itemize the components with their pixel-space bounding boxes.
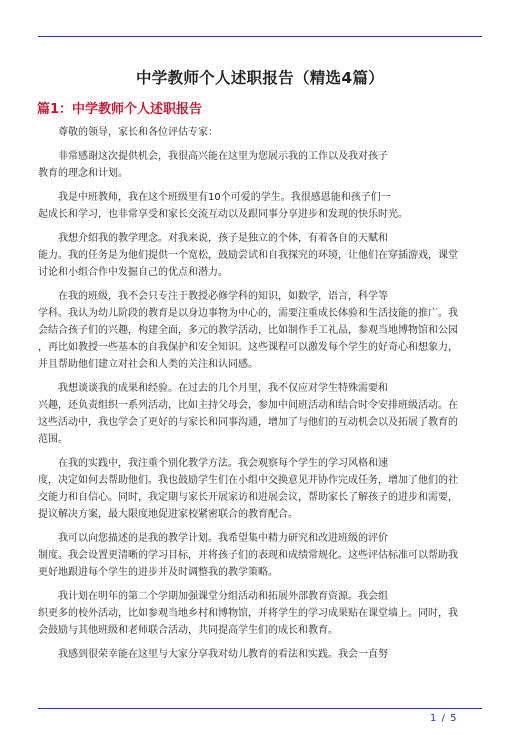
paragraph-line: 学科。我认为幼儿阶段的教育是以身边事物为中心的，需要注重成长体验和生活技能的推广。我 [38, 308, 458, 319]
paragraph-line: 织更多的校外活动，比如参观当地乡村和博物馆，并将学生的学习成果贴在课堂墙上。同时，我 [38, 608, 458, 619]
paragraph-line: 会鼓励与其他班级和老师联合活动，共同提高学生们的成长和教育。 [38, 625, 338, 636]
paragraph-line: 我感到很荣幸能在这里与大家分享我对幼儿教育的看法和实践。我会一直努 [58, 649, 388, 660]
paragraph-line: 这些活动中，我也学会了更好的与家长和同事沟通，增加了与他们的互动机会以及拓展了教育的 [38, 417, 458, 428]
paragraph-line: 教育的理念和计划。 [38, 168, 128, 179]
paragraph [38, 189, 482, 223]
section-heading: 篇1：中学教师个人述职报告 [37, 102, 203, 117]
paragraph-line: 兴趣，还负责组织一系列活动，比如主持父母会，参加中间班活动和结合时令安排班级活动。在 [38, 400, 458, 411]
paragraph [38, 124, 482, 141]
document-title: 中学教师个人述职报告（精选4篇） [135, 69, 385, 87]
paragraph-line: 能力。我的任务是为他们提供一个宽松，鼓励尝试和自我探究的环境，让他们在穿插游戏，课堂 [38, 250, 458, 261]
paragraph [38, 380, 482, 448]
paragraph [38, 230, 482, 281]
document-body [38, 124, 482, 670]
paragraph [38, 588, 482, 639]
paragraph [38, 646, 482, 663]
paragraph [38, 530, 482, 581]
paragraph-line: 我可以向您描述的是我的教学计划。我希望集中精力研究和改进班级的评价 [58, 533, 388, 544]
paragraph-line: 在我的实践中，我注重个别化教学方法。我会观察每个学生的学习风格和速 [58, 458, 388, 469]
paragraph [38, 148, 482, 182]
bottom-rule [38, 708, 482, 709]
paragraph-line: 度，决定如何去帮助他们。我也鼓励学生们在小组中交换意见并协作完成任务，增加了他们的社 [38, 475, 458, 486]
paragraph-line: 尊敬的领导，家长和各位评估专家： [58, 127, 218, 138]
paragraph-line: 我是中班教师，我在这个班级里有10个可爱的学生。我很感恩能和孩子们一 [58, 192, 391, 203]
paragraph-line: 我想介绍我的教学理念。对我来说，孩子是独立的个体，有着各自的天赋和 [58, 233, 388, 244]
paragraph-line: 我计划在明年的第二个学期加强课堂分组活动和拓展外部教育资源。我会组 [58, 591, 388, 602]
paragraph-line: 我想谈谈我的成果和经验。在过去的几个月里，我不仅应对学生特殊需要和 [58, 383, 388, 394]
paragraph-line: 提议解决方案，最大限度地促进家校紧密联合的教育配合。 [38, 509, 298, 520]
paragraph-line: 并且帮助他们建立对社会和人类的关注和认同感。 [38, 359, 258, 370]
paragraph-line: 制度。我会设置更清晰的学习目标，并将孩子们的表现和成绩常规化。这些评估标准可以帮助我 [38, 550, 458, 561]
paragraph [38, 455, 482, 523]
paragraph-line: 范围。 [38, 434, 68, 445]
paragraph-line: 讨论和小组合作中发掘自己的优点和潜力。 [38, 267, 228, 278]
paragraph-line: 会结合孩子们的兴趣，构建全面，多元的教学活动，比如制作手工礼品，参观当地博物馆和公园 [38, 325, 458, 336]
paragraph-line: 在我的班级，我不会只专注于教授必修学科的知识，如数学，语言，科学等 [58, 291, 388, 302]
paragraph [38, 288, 482, 373]
paragraph-line: 起成长和学习，也非常享受和家长交流互动以及跟同事分享进步和发现的快乐时光。 [38, 209, 408, 220]
paragraph-line: 非常感谢这次提供机会，我很高兴能在这里为您展示我的工作以及我对孩子 [58, 151, 388, 162]
paragraph-line: 更好地跟进每个学生的进步并及时调整我的教学策略。 [38, 567, 278, 578]
paragraph-line: 交能力和自信心。同时，我定期与家长开展家访和进展会议，帮助家长了解孩子的进步和需要， [38, 492, 458, 503]
top-rule [38, 36, 482, 37]
paragraph-line: ，再比如教授一些基本的自我保护和安全知识。这些课程可以激发每个学生的好奇心和想象力， [38, 342, 458, 353]
page-indicator: 1 / 5 [430, 713, 458, 724]
